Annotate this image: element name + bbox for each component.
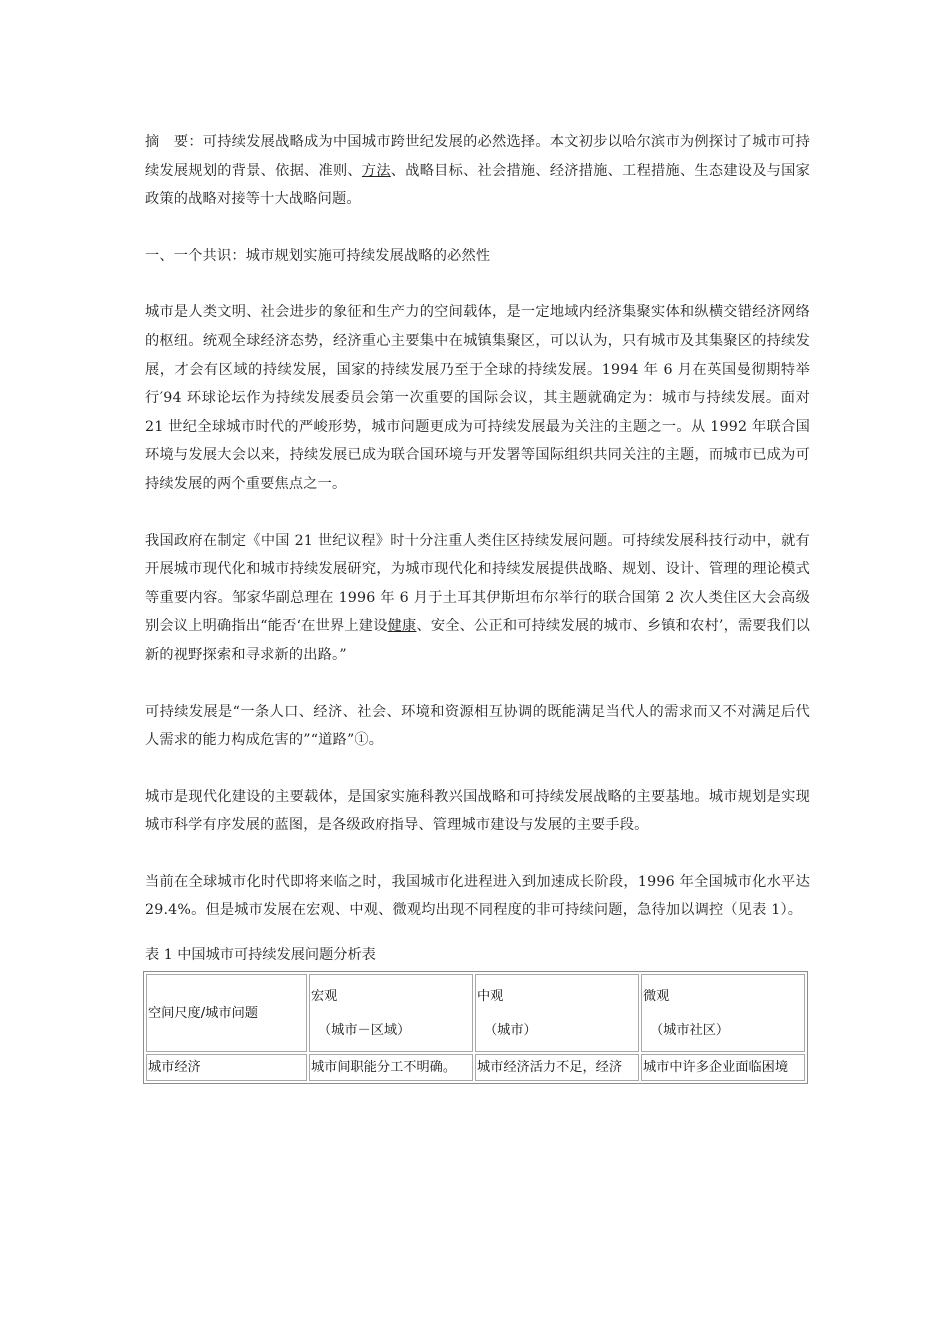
paragraph-2-suffix: 、安全、公正和可持续发展的城市、乡镇和农村’，需要我们以新的视野探索和寻求新的出路。”: [145, 618, 810, 663]
table-header-meso: [475, 974, 639, 1052]
header-sub: （城市－区域）: [318, 1022, 411, 1038]
abstract-suffix: 、战略目标、社会措施、经济措施、工程措施、生态建设及与国家政策的战略对接等十大战略问题。: [145, 162, 810, 208]
paragraph-1: 城市是人类文明、社会进步的象征和生产力的空间载体，是一定地域内经济集聚实体和纵横交错经济网络的枢纽。统观全球经济态势，经济重心主要集中在城镇集聚区，可以认为，只有城市及其集聚区的持续发展，才会有区域的持续发展，国家的持续发展乃至于全球的持续发展。1994 年 6 月在英国曼彻期特举行′94 环球论坛作为持续发展委员会第一次重要的国际会议，其主题就确定为：城市与持续发展。面对 21 世纪全球城市时代的严峻形势，城市问题更成为可持续发展最为关注的主题之一。从 1992 年联合国环境与发展大会以来，持续发展已成为联合国环境与开发署等国际组织共同关注的主题，而城市已成为可持续发展的两个重要焦点之一。: [145, 304, 810, 492]
table-header-macro: [309, 974, 473, 1052]
paragraph-2-prefix: 我国政府在制定《中国 21 世纪议程》时十分注重人类住区持续发展问题。可持续发展科技行动中，就有开展城市现代化和城市持续发展研究，为城市现代化和持续发展提供战略、规划、设计、管理的理论模式等重要内容。邹家华副总理在 1996 年 6 月于土耳其伊斯坦布尔举行的联合国第 2 次人类住区大会高级别会议上明确指出“能否‘在世界上建设: [145, 532, 810, 635]
section-heading: 一、一个共识：城市规划实施可持续发展战略的必然性: [145, 247, 491, 264]
table-cell: 城市中许多企业面临困境: [641, 1054, 805, 1081]
paragraph-4: 城市是现代化建设的主要载体，是国家实施科教兴国战略和可持续发展战略的主要基地。城市规划是实现城市科学有序发展的蓝图，是各级政府指导、管理城市建设与发展的主要手段。: [145, 788, 810, 834]
table-row: [146, 1054, 805, 1081]
header-title: 宏观: [311, 988, 338, 1004]
abstract: [145, 128, 810, 214]
paragraph-5: 当前在全球城市化时代即将来临之时，我国城市化进程进入到加速成长阶段，1996 年全国城市化水平达 29.4%。但是城市发展在宏观、中观、微观均出现不同程度的非可持续问题，急待加以调控（见表 1）。: [145, 873, 810, 919]
header-title: 中观: [477, 988, 504, 1004]
table-corner-cell: 空间尺度/城市问题: [146, 974, 307, 1052]
header-title: 微观: [643, 988, 670, 1004]
table-cell: 城市间职能分工不明确。: [309, 1054, 473, 1081]
table-caption: 表 1 中国城市可持续发展问题分析表: [145, 947, 376, 964]
table-row-label: 城市经济: [146, 1054, 307, 1081]
paragraph-3: 可持续发展是“一条人口、经济、社会、环境和资源相互协调的既能满足当代人的需求而又不对满足后代人需求的能力构成危害的”“道路”①。: [145, 703, 810, 749]
table-header-micro: [641, 974, 805, 1052]
header-sub: （城市社区）: [650, 1022, 730, 1038]
abstract-link-method[interactable]: 方法: [361, 162, 391, 179]
paragraph-2: [145, 527, 810, 670]
table-cell: 城市经济活力不足，经济: [475, 1054, 639, 1081]
table-header-row: [146, 974, 805, 1052]
abstract-prefix: 摘 要：可持续发展战略成为中国城市跨世纪发展的必然选择。本文初步以哈尔滨市为例探讨了城市可持续发展规划的背景、依据、准则、: [145, 134, 810, 179]
analysis-table: [143, 971, 808, 1084]
document-page: [145, 128, 810, 1084]
header-sub: （城市）: [484, 1022, 537, 1038]
paragraph-2-link-health[interactable]: 健康: [387, 618, 417, 635]
